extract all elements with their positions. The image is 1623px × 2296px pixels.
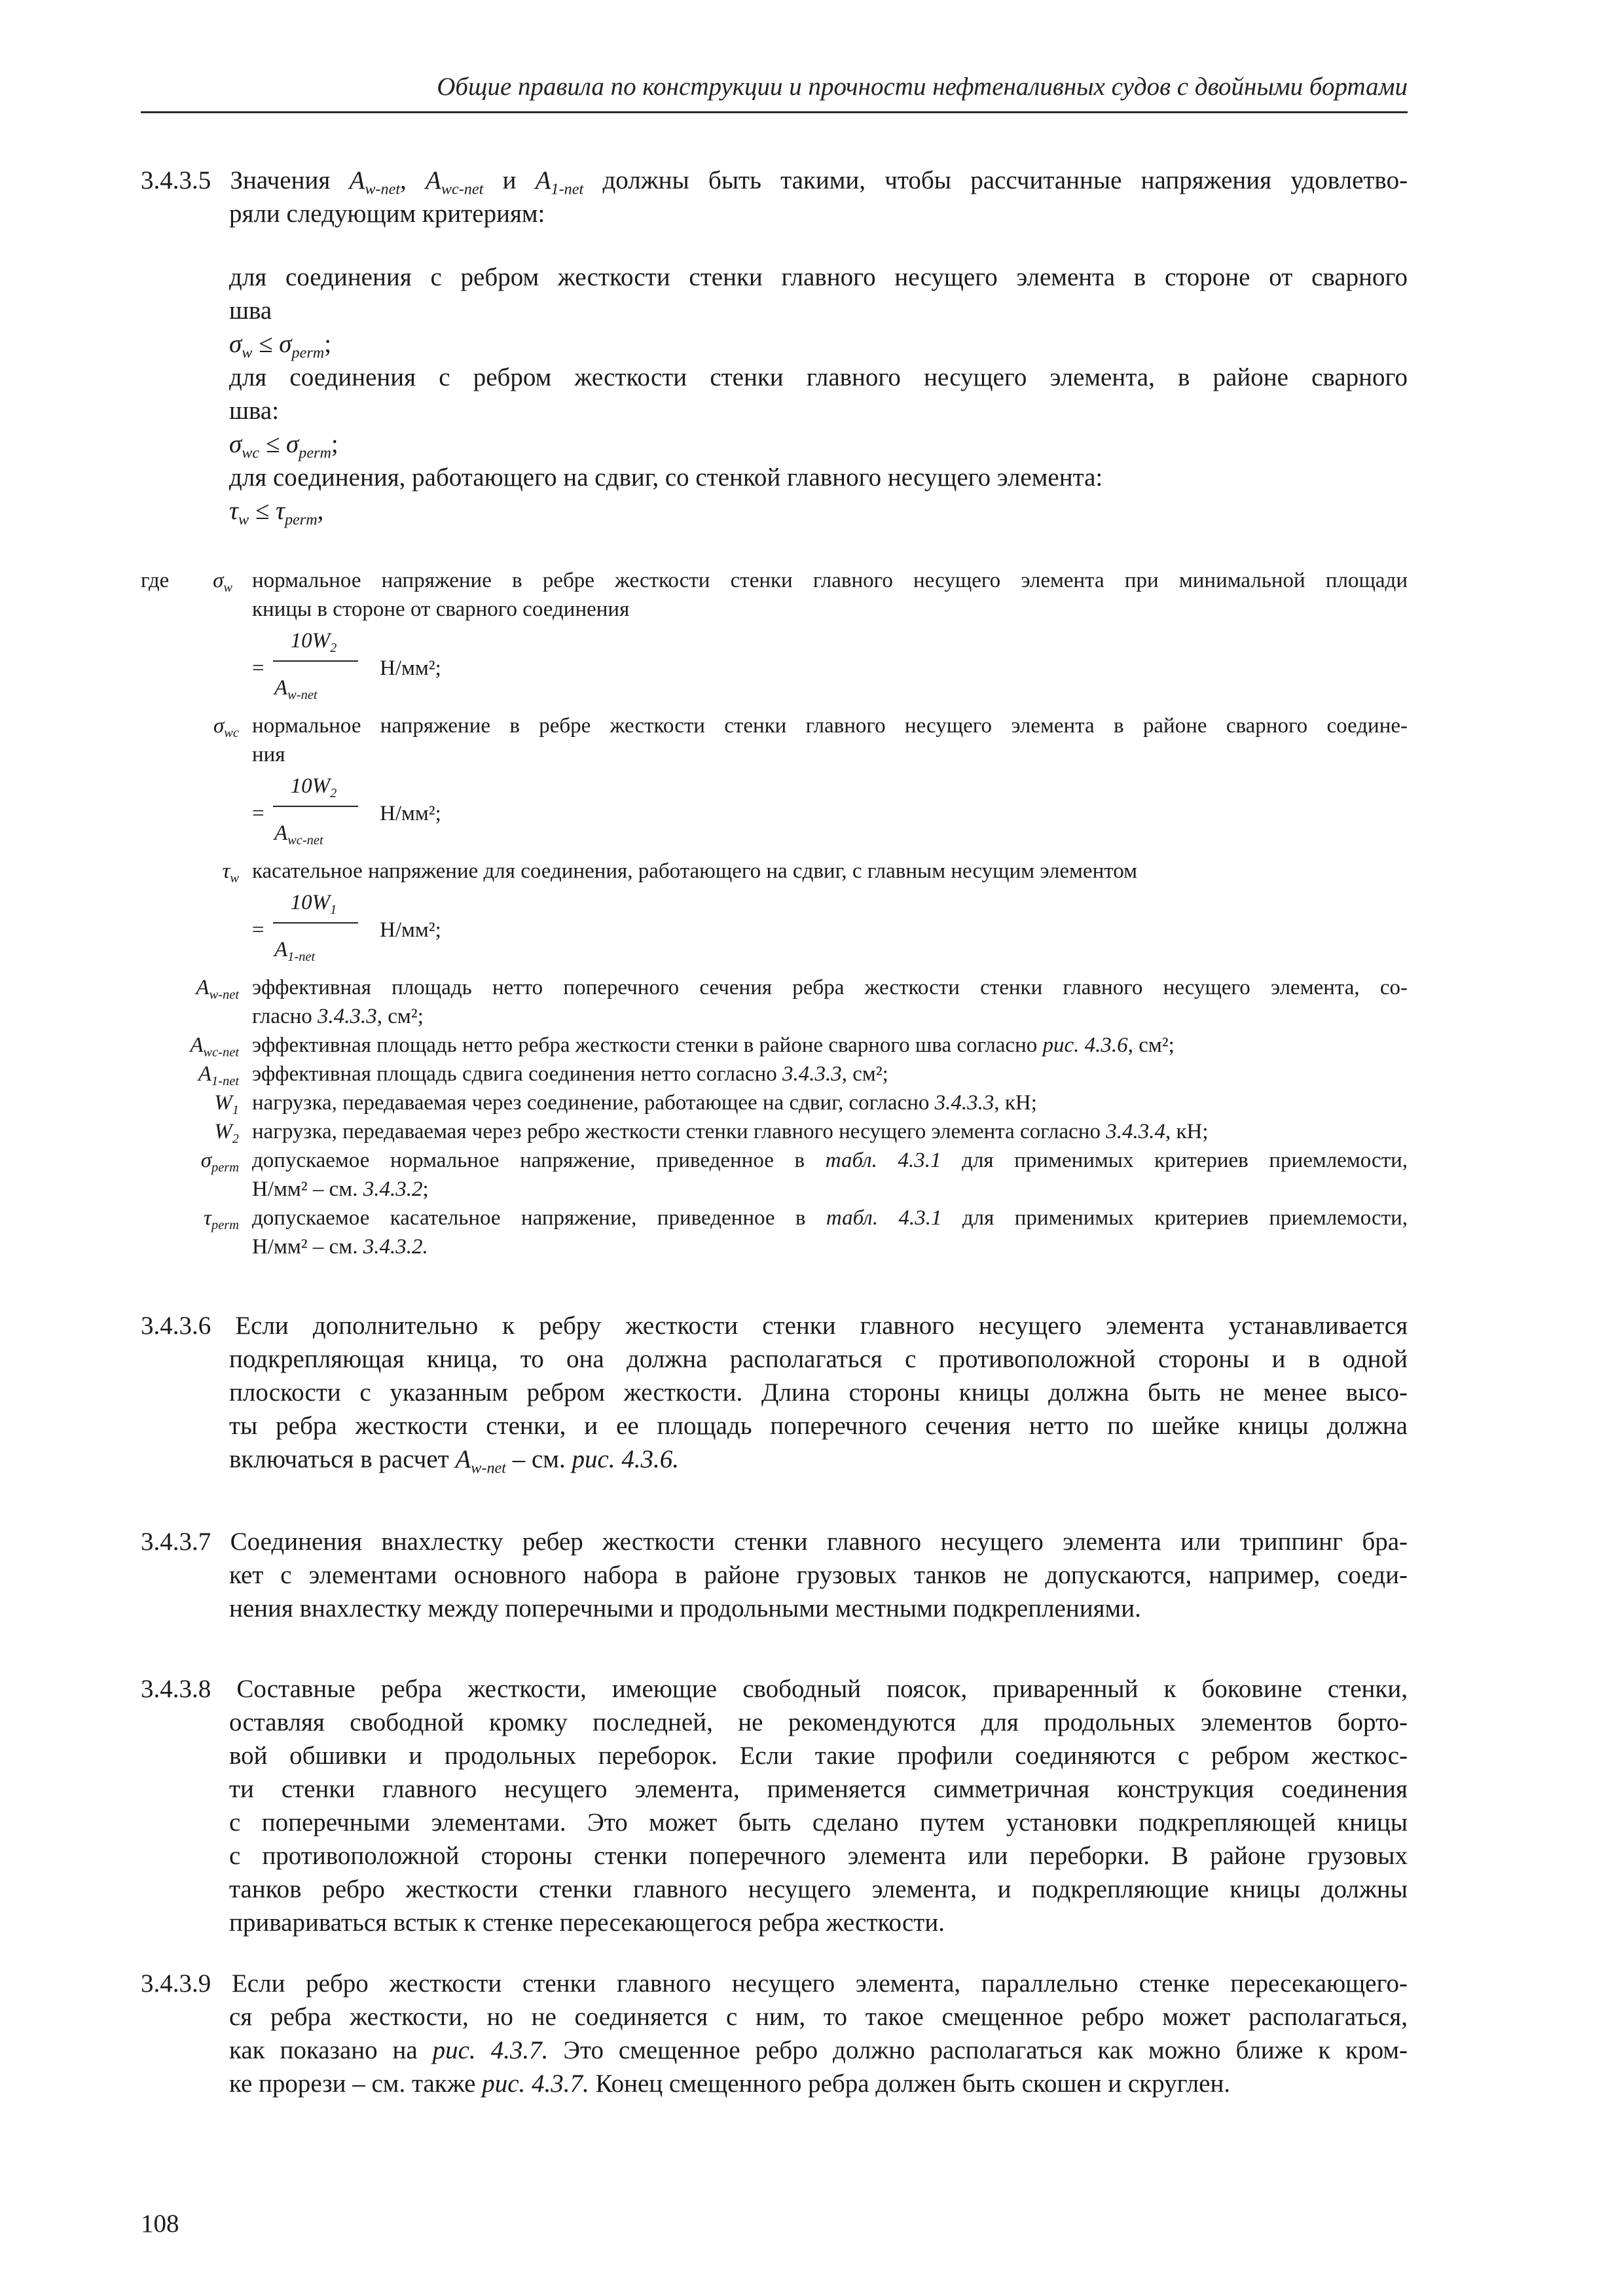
text: 10W bbox=[290, 629, 331, 653]
text: Н/мм² – см. bbox=[252, 1235, 358, 1259]
subscript: wc-net bbox=[287, 833, 323, 848]
symbol bbox=[141, 973, 239, 1002]
symbol-char: τ bbox=[222, 859, 230, 883]
page-number: 108 bbox=[141, 2210, 179, 2238]
text: как показано на bbox=[229, 2036, 418, 2064]
subscript: 2 bbox=[330, 641, 337, 656]
subscript: wc bbox=[242, 444, 260, 462]
text-line: танков ребро жесткости стенки главного несущего элемента, и подкрепляющие кницы должны bbox=[229, 1875, 1408, 1903]
formula-sigma-w bbox=[252, 626, 1408, 711]
symbol bbox=[141, 1088, 239, 1117]
subscript: w bbox=[223, 581, 232, 596]
definition-a-w-net bbox=[141, 973, 1408, 1031]
text-line: эффективная площадь нетто поперечного сечения ребра жесткости стенки главного несущего элемента, со- bbox=[252, 976, 1408, 999]
subscript: w-net bbox=[471, 1459, 506, 1477]
formula-3 bbox=[229, 494, 1408, 528]
symbol-char: A bbox=[190, 1033, 204, 1057]
definition-text bbox=[252, 1060, 1408, 1088]
text-line: для соединения с ребром жесткости стенки главного несущего элемента в стороне от сварного bbox=[229, 263, 1408, 291]
header-rule bbox=[141, 111, 1408, 113]
reference: рис. 4.3.6 bbox=[1042, 1033, 1128, 1057]
reference: табл. 4.3.1 bbox=[825, 1149, 941, 1172]
symbol-char: A bbox=[196, 976, 210, 999]
text: Если ребро жесткости стенки главного несущего элемента, параллельно стенке пересекающего- bbox=[231, 1969, 1408, 1998]
paragraph-3-4-3-8 bbox=[141, 1672, 1408, 1939]
reference: табл. 4.3.1 bbox=[826, 1206, 942, 1230]
text-line: ния bbox=[252, 743, 285, 766]
definition-a-1-net bbox=[141, 1060, 1408, 1088]
reference: 3.4.3.3 bbox=[782, 1062, 842, 1086]
text-line: для соединения, работающего на сдвиг, со стенкой главного несущего элемента: bbox=[229, 463, 1103, 492]
symbol bbox=[141, 1146, 239, 1175]
text: эффективная площадь нетто ребра жесткости стенки в районе сварного шва согласно bbox=[252, 1033, 1038, 1057]
text: Конец смещенного ребра должен быть скошен и скруглен. bbox=[595, 2070, 1231, 2098]
text: допускаемое касательное напряжение, приведенное в bbox=[252, 1206, 806, 1230]
subscript: w-net bbox=[287, 688, 318, 703]
text: включаться в расчет bbox=[229, 1445, 449, 1473]
subscript: w-net bbox=[365, 180, 401, 198]
text-line: вой обшивки и продольных переборок. Если такие профили соединяются с ребром жесткос- bbox=[229, 1742, 1408, 1770]
unit: Н/мм²; bbox=[380, 918, 441, 942]
subscript: wc-net bbox=[203, 1045, 239, 1060]
paragraph-number: 3.4.3.9 bbox=[141, 1969, 211, 1998]
symbol bbox=[141, 1204, 239, 1232]
symbol-char: σ bbox=[213, 714, 225, 738]
text: нагрузка, передаваемая через соединение, работающее на сдвиг, согласно bbox=[252, 1091, 930, 1115]
symbol bbox=[141, 1117, 239, 1146]
definition-text bbox=[252, 1088, 1408, 1117]
symbol-char: τ bbox=[204, 1206, 211, 1230]
text-line bbox=[252, 1204, 1408, 1232]
equals-sign: = bbox=[252, 918, 264, 942]
text: , кН; bbox=[994, 1091, 1037, 1115]
paragraph-number: 3.4.3.7 bbox=[141, 1528, 211, 1556]
text-line: шва bbox=[229, 296, 272, 325]
symbol bbox=[141, 1060, 239, 1088]
equals-sign: = bbox=[252, 656, 264, 680]
subscript: perm bbox=[284, 511, 318, 529]
text-line: нения внахлестку между поперечными и продольными местными подкреплениями. bbox=[229, 1594, 1141, 1623]
text: , см²; bbox=[841, 1062, 888, 1086]
symbol: σ bbox=[229, 430, 242, 458]
text-line bbox=[141, 1967, 1408, 2000]
text-line bbox=[252, 1146, 1408, 1175]
unit: Н/мм²; bbox=[380, 656, 441, 680]
unit: Н/мм²; bbox=[380, 802, 441, 825]
text: эффективная площадь сдвига соединения нетто согласно bbox=[252, 1062, 777, 1086]
definition-text bbox=[252, 1117, 1408, 1146]
subscript: w-net bbox=[209, 988, 239, 1003]
symbol: A bbox=[426, 166, 441, 194]
reference: 3.4.3.3 bbox=[318, 1005, 377, 1028]
text: должны быть такими, чтобы рассчитанные напряжения удовлетво- bbox=[602, 166, 1408, 194]
denominator bbox=[274, 673, 366, 702]
text: допускаемое нормальное напряжение, приведенное в bbox=[252, 1149, 805, 1172]
text-line bbox=[141, 1309, 1408, 1342]
symbol: A bbox=[455, 1445, 471, 1473]
symbol: A bbox=[535, 166, 551, 194]
paragraph-3-4-3-5 bbox=[141, 164, 1408, 230]
definition-w2 bbox=[141, 1117, 1408, 1146]
text-line: ся ребра жесткости, но не соединяется с ним, то такое смещенное ребро может располагаться, bbox=[229, 2003, 1408, 2031]
definition-text bbox=[252, 857, 1408, 886]
text: , см²; bbox=[376, 1005, 424, 1028]
text-line bbox=[252, 1002, 1408, 1031]
text: нагрузка, передаваемая через ребро жесткости стенки главного несущего элемента согласно bbox=[252, 1120, 1101, 1143]
running-header: Общие правила по конструкции и прочности нефтеналивных судов с двойными бортами bbox=[437, 73, 1408, 101]
paragraph-number: 3.4.3.8 bbox=[141, 1675, 211, 1703]
definition-text bbox=[252, 566, 1408, 624]
reference: рис. 4.3.7. bbox=[432, 2036, 549, 2064]
text: A bbox=[274, 821, 288, 845]
subscript: 1-net bbox=[287, 950, 316, 965]
text: гласно bbox=[252, 1005, 312, 1028]
fraction-bar bbox=[273, 806, 358, 807]
text: Составные ребра жесткости, имеющие свободный поясок, приваренный к боковине стенки, bbox=[236, 1675, 1408, 1703]
text: ; bbox=[324, 330, 332, 358]
subscript: w bbox=[238, 511, 249, 529]
definition-text bbox=[252, 973, 1408, 1031]
symbol-char: W bbox=[214, 1091, 232, 1115]
subscript: 1 bbox=[232, 1103, 239, 1118]
reference: рис. 4.3.7. bbox=[482, 2070, 589, 2098]
text: Это смещенное ребро должно располагаться как можно ближе к кром- bbox=[563, 2036, 1408, 2064]
subscript: wc-net bbox=[441, 180, 484, 198]
text-line: плоскости с указанным ребром жесткости. Длина стороны кницы должна быть не менее высо- bbox=[229, 1378, 1408, 1407]
subscript: perm bbox=[211, 1160, 239, 1175]
definition-sigma-wc bbox=[141, 711, 1408, 769]
paragraph-number: 3.4.3.6 bbox=[141, 1312, 211, 1340]
paragraph-3-4-3-7 bbox=[141, 1525, 1408, 1625]
definition-text bbox=[252, 711, 1408, 769]
text: – см. bbox=[505, 1445, 566, 1473]
numerator bbox=[274, 626, 353, 655]
text-line: ряли следующим критериям: bbox=[229, 200, 545, 228]
criteria-block bbox=[229, 260, 1408, 528]
text-line: кницы в стороне от сварного соединения bbox=[252, 598, 630, 621]
text: ке прорези – см. также bbox=[229, 2070, 476, 2098]
definition-tau-perm bbox=[141, 1204, 1408, 1261]
text-line bbox=[252, 1117, 1408, 1146]
text: , кН; bbox=[1165, 1120, 1209, 1143]
fraction-bar bbox=[273, 922, 358, 924]
definition-tau-w bbox=[141, 857, 1408, 886]
definition-sigma-perm bbox=[141, 1146, 1408, 1204]
symbol-char: W bbox=[214, 1120, 232, 1143]
text: ; bbox=[422, 1177, 429, 1201]
text-line bbox=[141, 1672, 1408, 1706]
text-line: шва: bbox=[229, 397, 280, 425]
text-line: кет с элементами основного набора в районе грузовых танков не допускаются, например, соеди- bbox=[229, 1561, 1408, 1589]
text: , bbox=[400, 166, 407, 194]
formula-1 bbox=[229, 327, 1408, 361]
definition-text bbox=[252, 1031, 1408, 1060]
reference: рис. 4.3.6. bbox=[572, 1445, 680, 1473]
text: Н/мм² – см. bbox=[252, 1177, 358, 1201]
text-line bbox=[141, 1443, 1408, 1476]
formula-tau-w bbox=[252, 888, 1408, 973]
subscript: 1-net bbox=[551, 180, 584, 198]
paragraph-3-4-3-6 bbox=[141, 1309, 1408, 1476]
formula-2 bbox=[229, 427, 1408, 461]
symbol: ≤ σ bbox=[265, 430, 299, 458]
text-line: ты ребра жесткости стенки, и ее площадь поперечного сечения нетто по шейке кницы должна bbox=[229, 1412, 1408, 1440]
text-line bbox=[252, 1088, 1408, 1117]
paragraph-number: 3.4.3.5 bbox=[141, 166, 211, 194]
text-line bbox=[252, 1060, 1408, 1088]
symbol-char: A bbox=[198, 1062, 211, 1086]
symbol: ≤ σ bbox=[259, 330, 292, 358]
text-line: оставляя свободной кромку последней, не рекомендуются для продольных элементов борто- bbox=[229, 1708, 1408, 1736]
subscript: w bbox=[242, 344, 253, 362]
subscript: perm bbox=[291, 344, 325, 362]
subscript: w bbox=[230, 871, 239, 886]
reference: 3.4.3.2. bbox=[363, 1235, 428, 1259]
text-line: подкрепляющая кница, то она должна располагаться с противоположной стороны и в одной bbox=[229, 1345, 1408, 1373]
text-line bbox=[141, 2067, 1408, 2100]
text: и bbox=[502, 166, 517, 194]
definition-w1 bbox=[141, 1088, 1408, 1117]
numerator bbox=[274, 772, 353, 800]
text-line: привариваться встык к стенке пересекающегося ребра жесткости. bbox=[229, 1909, 945, 1937]
subscript: wc bbox=[224, 726, 239, 741]
text: для применимых критериев приемлемости, bbox=[962, 1206, 1408, 1230]
symbol bbox=[141, 1031, 239, 1060]
text: A bbox=[274, 676, 288, 700]
denominator bbox=[274, 935, 366, 964]
text-line: касательное напряжение для соединения, работающего на сдвиг, с главным несущим элементом bbox=[252, 859, 1137, 883]
symbol bbox=[141, 857, 239, 886]
definitions-list bbox=[141, 566, 1408, 1261]
subscript: 1-net bbox=[211, 1074, 239, 1089]
text-line: для соединения с ребром жесткости стенки главного несущего элемента, в районе сварного bbox=[229, 363, 1408, 391]
reference: 3.4.3.3 bbox=[934, 1091, 994, 1115]
text: , см²; bbox=[1127, 1033, 1175, 1057]
text-line: нормальное напряжение в ребре жесткости стенки главного несущего элемента при минимальной площади bbox=[252, 569, 1408, 592]
symbol: ≤ τ bbox=[255, 497, 285, 525]
text: 10W bbox=[290, 774, 331, 798]
text: Соединения внахлестку ребер жесткости стенки главного несущего элемента или триппинг бра- bbox=[230, 1528, 1408, 1556]
subscript: 2 bbox=[330, 786, 337, 801]
text-line bbox=[252, 1175, 1408, 1204]
fraction-bar bbox=[273, 660, 358, 662]
reference: 3.4.3.2 bbox=[363, 1177, 423, 1201]
text: ; bbox=[331, 430, 338, 458]
reference: 3.4.3.4 bbox=[1106, 1120, 1165, 1143]
symbol bbox=[134, 566, 232, 595]
text: Значения bbox=[230, 166, 331, 194]
definition-text bbox=[252, 1204, 1408, 1261]
text-line: с поперечными элементами. Это может быть сделано путем установки подкрепляющей кницы bbox=[229, 1808, 1408, 1837]
symbol-char: σ bbox=[200, 1149, 211, 1172]
text-line bbox=[252, 1232, 1408, 1261]
text: A bbox=[274, 938, 288, 961]
symbol: σ bbox=[229, 330, 242, 358]
text-line: ти стенки главного несущего элемента, применяется симметричная конструкция соединения bbox=[229, 1775, 1408, 1803]
text-line: с противоположной стороны стенки поперечного элемента или переборки. В районе грузовых bbox=[229, 1842, 1408, 1870]
text-line bbox=[252, 1031, 1408, 1060]
subscript: perm bbox=[299, 444, 331, 462]
definition-text bbox=[252, 1146, 1408, 1204]
text-line: нормальное напряжение в ребре жесткости стенки главного несущего элемента в районе сварного соедине- bbox=[252, 714, 1408, 738]
subscript: 1 bbox=[330, 903, 337, 918]
symbol bbox=[141, 711, 239, 740]
where-label: где bbox=[141, 569, 170, 592]
paragraph-3-4-3-9 bbox=[141, 1967, 1408, 2100]
symbol-char: σ bbox=[213, 569, 224, 592]
formula-sigma-wc bbox=[252, 772, 1408, 857]
equals-sign: = bbox=[252, 802, 264, 825]
numerator bbox=[274, 888, 353, 917]
text: , bbox=[317, 497, 324, 525]
subscript: 2 bbox=[232, 1132, 239, 1147]
definition-a-wc-net bbox=[141, 1031, 1408, 1060]
text-line bbox=[141, 1525, 1408, 1558]
definition-sigma-w bbox=[141, 566, 1408, 624]
denominator bbox=[274, 819, 366, 848]
text: Если дополнительно к ребру жесткости стенки главного несущего элемента устанавливается bbox=[235, 1312, 1408, 1340]
symbol: τ bbox=[229, 497, 238, 525]
text: 10W bbox=[290, 891, 331, 914]
text-line bbox=[141, 2034, 1408, 2067]
subscript: perm bbox=[211, 1218, 239, 1233]
text: для применимых критериев приемлемости, bbox=[962, 1149, 1408, 1172]
symbol: A bbox=[349, 166, 365, 194]
